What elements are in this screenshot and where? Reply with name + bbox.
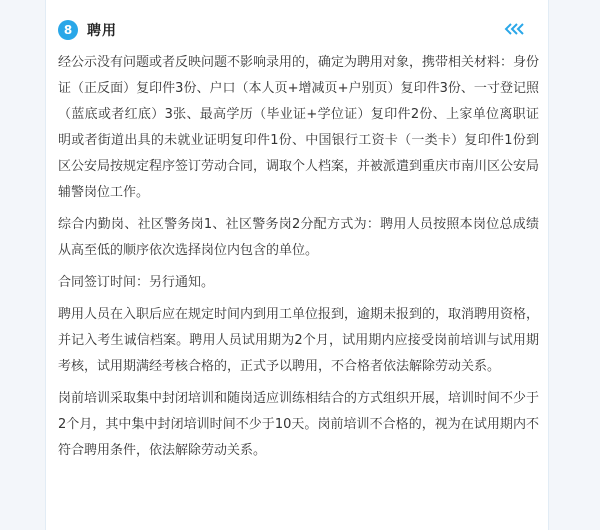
paragraph-contract-time: 合同签订时间：另行通知。 bbox=[58, 275, 215, 290]
paragraph-materials: 经公示没有问题或者反映问题不影响录用的，确定为聘用对象，携带相关材料：身份证（正反面）复印件3份、户口（本人页+增减页+户别页）复印件3份、一寸登记照（蓝底或者红底）3张、最高学历（毕业证+学位证）复印件2份、上家单位离职证明或者街道出具的未就业证明复印件1份、中国银行工资卡（一类卡）复印件1份到区公安局按规定程序签订劳动合同，调取个人档案，并被派遣到重庆市南川区公安局辅警岗位工作。 bbox=[58, 55, 540, 200]
section-header bbox=[58, 14, 538, 46]
content-card bbox=[45, 0, 549, 530]
double-chevron-left-icon bbox=[504, 21, 528, 37]
paragraph-assignment: 综合内勤岗、社区警务岗1、社区警务岗2分配方式为：聘用人员按照本岗位总成绩从高至低的顺序依次选择岗位内包含的单位。 bbox=[58, 217, 539, 258]
paragraph-probation: 聘用人员在入职后应在规定时间内到用工单位报到，逾期未报到的，取消聘用资格，并记入考生诚信档案。聘用人员试用期为2个月，试用期内应接受岗前培训与试用期考核，试用期满经考核合格的，正式予以聘用，不合格者依法解除劳动关系。 bbox=[58, 307, 540, 374]
paragraph-training: 岗前培训采取集中封闭培训和随岗适应训练相结合的方式组织开展，培训时间不少于2个月，其中集中封闭培训时间不少于10天。岗前培训不合格的，视为在试用期内不符合聘用条件，依法解除劳动关系。 bbox=[58, 391, 540, 458]
section-title: 聘用 bbox=[87, 23, 117, 39]
section-number-badge: 8 bbox=[58, 20, 78, 40]
section-content bbox=[58, 50, 539, 470]
